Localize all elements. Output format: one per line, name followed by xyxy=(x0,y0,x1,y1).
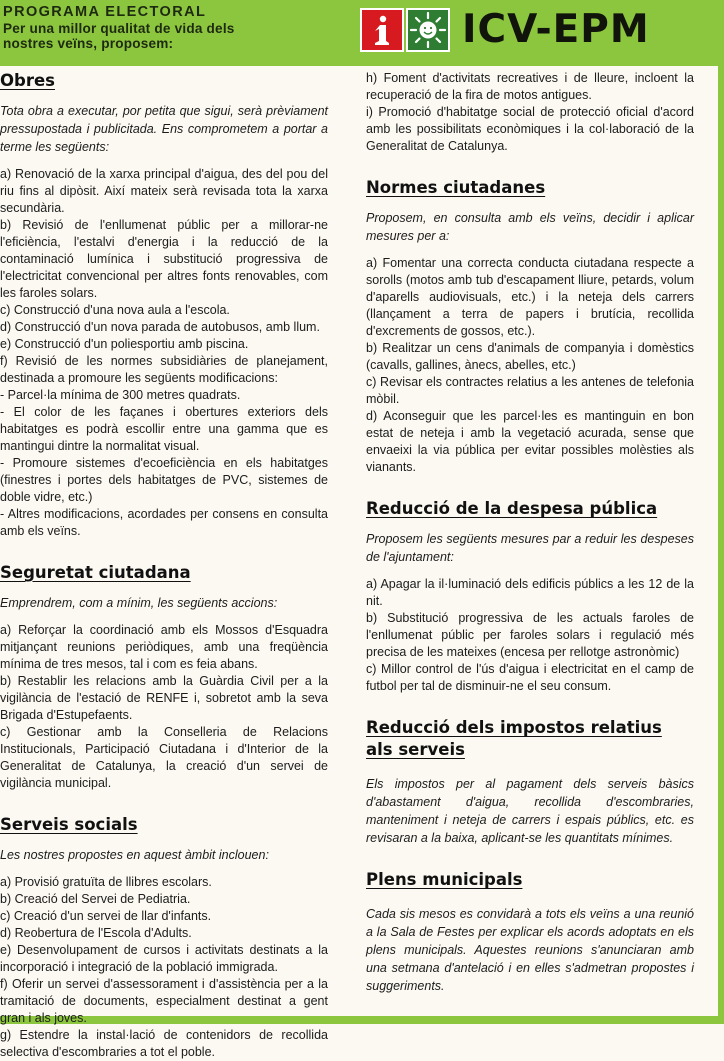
list-item: b) Revisió de l'enllumenat públic per a millorar-ne l'eficiència, l'estalvi d'energia i la reducció de la contaminació lumínica i substitució progressiva de l'electricitat convencional per altres fonts renovables, com les faroles solars. xyxy=(0,218,328,300)
icv-logo-icon xyxy=(360,8,404,52)
header-text xyxy=(3,5,333,52)
list-item: a) Apagar la il·luminació dels edificis públics a les 12 de la nit. xyxy=(366,577,694,608)
list-item: d) Reobertura de l'Escola d'Adults. xyxy=(0,926,192,940)
list-item: c) Creació d'un servei de llar d'infants. xyxy=(0,909,212,923)
list-item: c) Revisar els contractes relatius a les antenes de telefonia mòbil. xyxy=(366,375,694,406)
header-subtitle-line1: Per una millor qualitat de vida dels xyxy=(3,20,235,36)
section-intro: Emprendrem, com a mínim, les següents accions: xyxy=(0,596,278,610)
section-heading-obres: Obres xyxy=(0,71,55,90)
section-intro: Proposem, en consulta amb els veïns, decidir i aplicar mesures per a: xyxy=(366,211,694,243)
section-intro: Les nostres propostes en aquest àmbit inclouen: xyxy=(0,848,269,862)
section-intro: Tota obra a executar, por petita que sigui, serà prèviament pressupostada i publicitada. Ens comprometem a portar a terme les següents: xyxy=(0,104,328,154)
item-list-continued xyxy=(366,70,694,155)
list-item: b) Realitzar un cens d'animals de companyia i domèstics (cavalls, gallines, ànecs, abelles, etc.) xyxy=(366,341,694,372)
item-list xyxy=(366,576,694,695)
list-item: d) Construcció d'un nova parada de autobusos, amb llum. xyxy=(0,320,320,334)
section-obres xyxy=(0,70,328,540)
section-intro: Els impostos per al pagament dels serveis bàsics d'abastament d'aigua, recollida d'escombraries, manteniment i neteja de carrers i espais públics, etc. es revisaran a la baixa, aplicant-se les quantitats mínimes. xyxy=(366,777,694,845)
section-heading-seguretat: Seguretat ciutadana xyxy=(0,563,191,582)
section-heading-serveis: Serveis socials xyxy=(0,815,138,834)
list-item: f) Revisió de les normes subsidiàries de planejament, destinada a promoure les següents modificacions: xyxy=(0,354,328,385)
section-normes xyxy=(366,177,694,476)
list-item: a) Provisió gratuïta de llibres escolars. xyxy=(0,875,212,889)
section-heading-despesa: Reducció de la despesa pública xyxy=(366,499,658,518)
header-title: PROGRAMA ELECTORAL xyxy=(3,4,207,20)
list-item: - Altres modificacions, acordades per consens en consulta amb els veïns. xyxy=(0,507,328,538)
list-item: a) Fomentar una correcta conducta ciutadana respecte a sorolls (motos amb tub d'escapament lliure, petards, volum d'aparells audiovisuals, etc.) i la neteja dels carrers (llançament a terra de papers i brutícia, recollida d'excrements de gossos, etc.). xyxy=(366,256,694,338)
section-heading-impostos: Reducció dels impostos relatius als serveis xyxy=(366,718,662,759)
list-item: b) Creació del Servei de Pediatria. xyxy=(0,892,191,906)
list-item: f) Oferir un servei d'assessorament i d'assistència per a la tramitació de documents, especialment destinat a gent gran i als joves. xyxy=(0,977,328,1025)
list-item: b) Substitució progressiva de les actuals faroles de l'enllumenat públic per faroles solars i regulació més precisa de les mateixes (encesa per rellotge astronòmic) xyxy=(366,611,694,659)
right-border-stripe xyxy=(718,66,724,1024)
section-impostos xyxy=(366,717,694,847)
list-item: g) Estendre la instal·lació de contenidors de recollida selectiva d'escombraries a tot el poble. xyxy=(0,1028,328,1059)
list-item: - Parcel·la mínima de 300 metres quadrats. xyxy=(0,388,241,402)
list-item: c) Millor control de l'ús d'aigua i electricitat en el camp de futbol per tal de disminuir-ne el seu consum. xyxy=(366,662,694,693)
list-item: e) Desenvolupament de cursos i activitats destinats a la incorporació i integració de la població immigrada. xyxy=(0,943,328,974)
item-list xyxy=(0,622,328,792)
header-banner xyxy=(0,0,724,66)
item-list xyxy=(0,166,328,540)
list-item: a) Renovació de la xarxa principal d'aigua, des del pou del riu fins al dipòsit. Així mateix serà revisada tota la xarxa secundària. xyxy=(0,167,328,215)
list-item: d) Aconseguir que les parcel·les es mantinguin en bon estat de neteja i amb la vegetació acurada, sense que envaeixi la via pública per evitar possibles molèsties als vianants. xyxy=(366,409,694,474)
list-item: b) Restablir les relacions amb la Guàrdia Civil per a la vigilància de l'estació de RENFE i, sobretot amb la seva Brigada d'Estupefaents. xyxy=(0,674,328,722)
section-seguretat xyxy=(0,562,328,792)
list-item: e) Construcció d'un poliesportiu amb piscina. xyxy=(0,337,249,351)
logo-wordmark: ICV-EPM xyxy=(462,7,650,52)
right-column xyxy=(366,70,694,995)
section-heading-plens: Plens municipals xyxy=(366,870,523,889)
section-intro: Cada sis mesos es convidarà a tots els veïns a una reunió a la Sala de Festes per explicar els acords adoptats en els plens municipals. Aquestes reunions s'anunciaran amb una setmana d'antelació i en elles s'admetran propostes i suggeriments. xyxy=(366,907,694,993)
list-item: a) Reforçar la coordinació amb els Mossos d'Esquadra mitjançant reunions periòdiques, amb una freqüència mínima de tres mesos, tal i com es feia abans. xyxy=(0,623,328,671)
party-logo xyxy=(358,6,698,60)
header-subtitle-line2: nostres veïns, proposem: xyxy=(3,36,174,51)
list-item: i) Promoció d'habitatge social de protecció oficial d'acord amb les possibilitats econòmiques i la col·laboració de la Generalitat de Catalunya. xyxy=(366,105,694,153)
list-item: - El color de les façanes i obertures exteriors dels habitatges es podrà escollir entre una gamma que es mantingui dintre la normalitat visual. xyxy=(0,405,328,453)
list-item: c) Gestionar amb la Conselleria de Relacions Institucionals, Participació Ciutadana i d'Interior de la Generalitat de Catalunya, la creació d'un servei de vigilància municipal. xyxy=(0,725,328,790)
section-heading-normes: Normes ciutadanes xyxy=(366,178,546,197)
list-item: - Promoure sistemes d'ecoeficiència en els habitatges (finestres i portes dels habitatges de PVC, sistemes de doble vidre, etc.) xyxy=(0,456,328,504)
list-item: c) Construcció d'una nova aula a l'escola. xyxy=(0,303,230,317)
item-list xyxy=(366,255,694,476)
section-intro: Proposem les següents mesures par a reduir les despeses de l'ajuntament: xyxy=(366,532,694,564)
left-column xyxy=(0,70,328,1061)
sun-logo-icon xyxy=(406,8,450,52)
section-plens xyxy=(366,869,694,995)
item-list xyxy=(0,874,328,1061)
list-item: h) Foment d'activitats recreatives i de lleure, incloent la recuperació de la fira de motos antigues. xyxy=(366,71,694,102)
section-despesa xyxy=(366,498,694,695)
